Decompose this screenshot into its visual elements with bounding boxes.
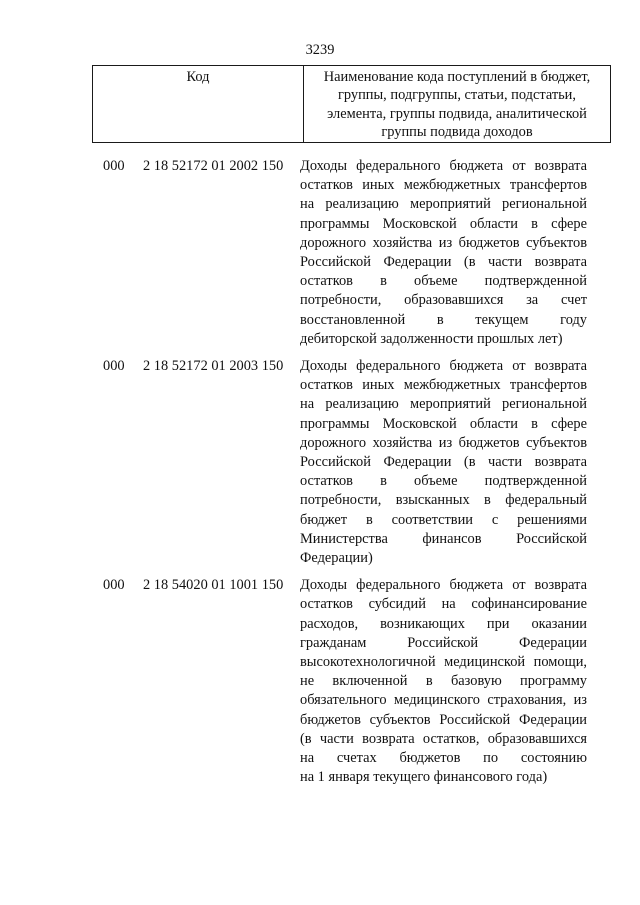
description-line: восстановленной в текущем году [300,311,587,328]
description-line: Доходы федерального бюджета от возврата [300,577,587,594]
header-table [92,65,611,143]
income-description [300,157,587,349]
header-name-line: группы подвида доходов [381,124,533,141]
description-line: остатков иных межбюджетных трансфертов [300,177,587,194]
description-line: Доходы федерального бюджета от возврата [300,358,587,375]
description-line: высокотехнологичной медицинской помощи, [300,654,587,671]
description-line: расходов, возникающих при оказании [300,615,587,632]
description-line: программы Московской области в сфере [300,415,587,432]
description-line: Российской Федерации (в части возврата [300,254,587,271]
description-line: на 1 января текущего финансового года) [300,769,548,786]
header-name-cell [304,66,611,143]
income-description [300,357,587,568]
description-line: дорожного хозяйства из бюджетов субъектов [300,434,587,451]
page-number: 3239 [305,42,335,58]
admin-code: 000 [103,158,125,174]
income-description [300,576,587,787]
description-line: на счетах бюджетов по состоянию [300,750,587,767]
income-code: 2 18 54020 01 1001 150 [143,577,284,594]
table-row [0,157,640,349]
header-name-line: элемента, группы подвида, аналитической [327,105,587,122]
admin-code: 000 [103,358,125,375]
description-line: остатков в объеме подтвержденной [300,273,587,290]
description-line: потребности, образовавшихся за счет [300,292,587,309]
description-line: гражданам Российской Федерации [300,634,587,651]
header-name-line: группы, подгруппы, статьи, подстатьи, [338,87,576,104]
header-code-cell [93,66,304,143]
description-line: Министерства финансов Российской [300,530,587,547]
description-line: программы Московской области в сфере [300,215,587,232]
code-rows [0,157,640,788]
header-name-line: Наименование кода поступлений в бюджет, [323,69,591,85]
description-line: остатков в объеме подтвержденной [300,473,587,490]
table-row [0,357,640,568]
description-line: на реализацию мероприятий региональной [300,396,587,413]
description-line: дорожного хозяйства из бюджетов субъектов [300,234,587,251]
description-line: Федерации) [300,550,373,567]
description-line: бюджетов субъектов Российской Федерации [300,711,587,728]
description-line: дебиторской задолженности прошлых лет) [300,330,563,347]
description-line: остатков иных межбюджетных трансфертов [300,377,587,394]
table-row [0,576,640,787]
description-line: на реализацию мероприятий региональной [300,196,587,213]
description-line: потребности, взысканных в федеральный [300,492,587,509]
description-line: остатков субсидий на софинансирование [300,596,587,613]
admin-code: 000 [103,577,125,594]
description-line: обязательного медицинского страхования, из [300,692,587,709]
header-code-label: Код [186,69,210,85]
description-line: не включенной в базовую программу [300,673,587,690]
header-row [93,66,611,143]
description-line: Доходы федерального бюджета от возврата [300,158,587,174]
income-code: 2 18 52172 01 2002 150 [143,158,284,174]
description-line: (в части возврата остатков, образовавшихся [300,730,587,747]
description-line: бюджет в соответствии с решениями [300,511,587,528]
income-code: 2 18 52172 01 2003 150 [143,358,284,375]
description-line: Российской Федерации (в части возврата [300,454,587,471]
